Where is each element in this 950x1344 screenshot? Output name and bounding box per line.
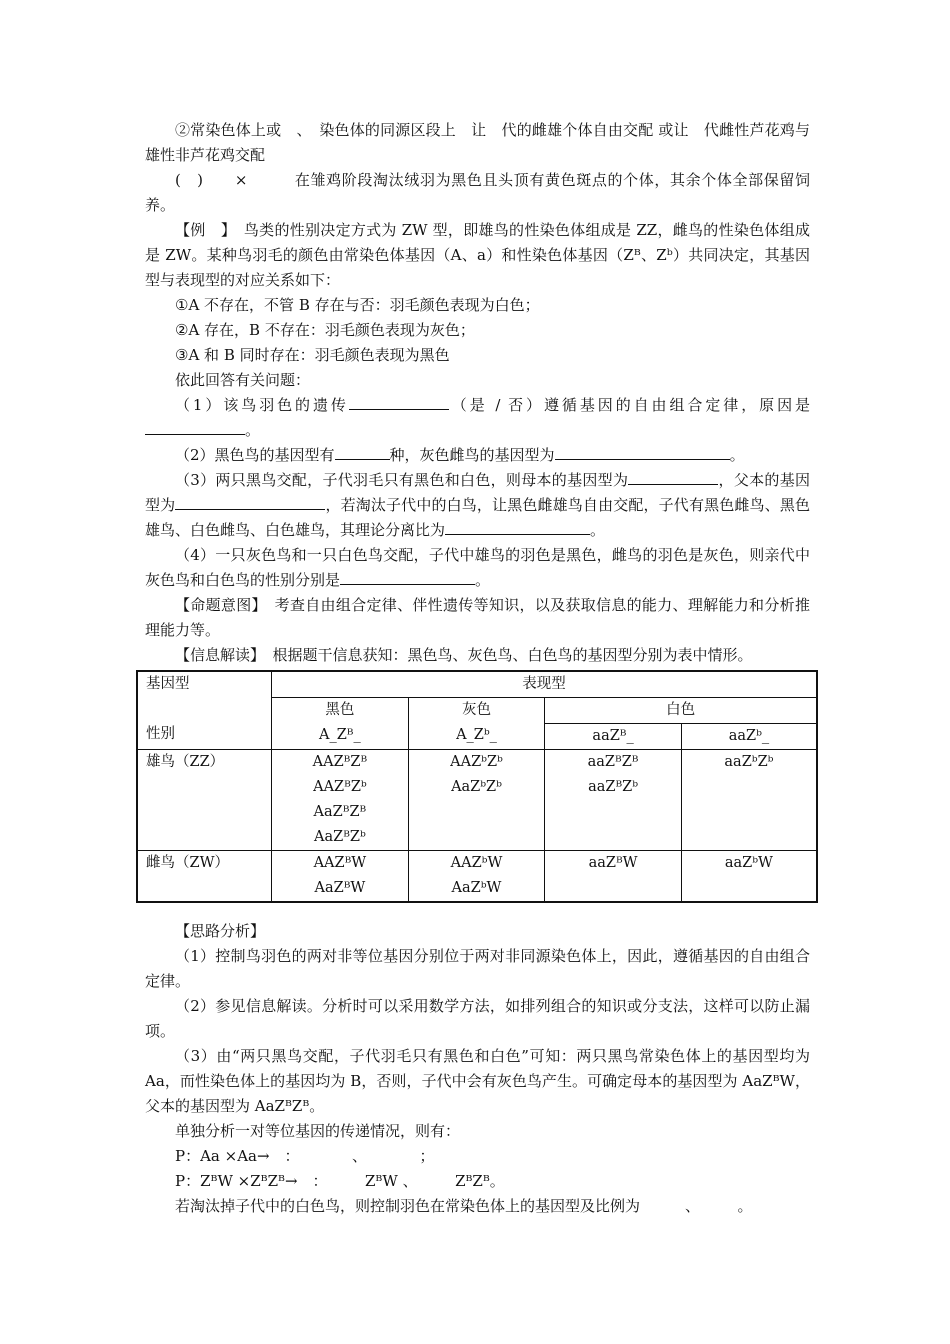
- table-cell-value: aaZᵇZᵇ: [724, 754, 774, 770]
- q2-text-a: （2）黑色鸟的基因型有: [175, 446, 335, 464]
- header-genotype-sex: [137, 671, 272, 750]
- header-phenotype: 表现型: [272, 671, 817, 698]
- row-male: 雄鸟（ZZ）: [137, 750, 272, 851]
- example-label: 【例 】: [175, 221, 229, 239]
- question-1: [145, 393, 810, 443]
- analysis-6: P：ZᴮW ×ZᴮZᴮ→ ： ZᴮW 、 ZᴮZᴮ。: [175, 1172, 505, 1190]
- col-black: [272, 698, 409, 750]
- q4-end: 。: [475, 571, 491, 589]
- q2-end: 。: [729, 446, 745, 464]
- q3-text-c: ，若淘汰子代中的白鸟，让黑色雌雄鸟自由交配，子代有黑色雌鸟、黑色雄鸟、白色雌鸟、白色雄鸟，其理论分离比为: [145, 496, 810, 539]
- info-label: 【信息解读】: [175, 646, 258, 664]
- table-cell-value: aaZᴮZᵇ: [588, 779, 639, 795]
- male-black-cell: [272, 750, 409, 851]
- col-white-b: aaZᴮ_: [545, 724, 682, 750]
- analysis-3: （3）由“两只黑鸟交配，子代羽毛只有黑色和白色”可知：两只黑鸟常染色体上的基因型均为 Aa，而性染色体上的基因均为 B，否则，子代中会有灰色鸟产生。可确定母本的基因型为 AaZᴮW，父本的基因型为 AaZᴮZᴮ。: [145, 1047, 810, 1115]
- female-black-cell: [272, 851, 409, 903]
- genotype-table: [136, 670, 818, 903]
- rule-1: ①A 不存在，不管 B 存在与否：羽毛颜色表现为白色；: [175, 296, 540, 314]
- col-gray: [408, 698, 545, 750]
- answer-blank[interactable]: [445, 518, 590, 535]
- table-cell-value: AaZᵇZᵇ: [451, 779, 502, 795]
- analysis-7: 若淘汰掉子代中的白色鸟，则控制羽色在常染色体上的基因型及比例为 、 。: [175, 1197, 753, 1215]
- question-prompt: 依此回答有关问题：: [175, 371, 311, 389]
- analysis-4: 单独分析一对等位基因的传递情况，则有：: [175, 1122, 461, 1140]
- col-white: 白色: [545, 698, 817, 724]
- answer-blank[interactable]: [340, 568, 475, 585]
- q3-text-a: （3）两只黑鸟交配，子代羽毛只有黑色和白色，则母本的基因型为: [175, 471, 629, 489]
- analysis-5: P：Aa ×Aa→ ： 、 ；: [175, 1147, 435, 1165]
- table-cell-value: AaZᵇW: [451, 880, 502, 896]
- male-gray-cell: [408, 750, 545, 851]
- q1-text-b: （是 / 否）遵循基因的自由组合定律，原因是: [448, 396, 811, 414]
- table-cell-value: AAZᵇZᵇ: [450, 754, 503, 770]
- answer-blank[interactable]: [175, 493, 325, 510]
- info-paragraph: [145, 643, 810, 668]
- question-2: [145, 443, 810, 468]
- intent-label: 【命题意图】: [175, 596, 260, 614]
- q4-text-a: （4）一只灰色鸟和一只白色鸟交配，子代中雄鸟的羽色是黑色，雌鸟的羽色是灰色，则亲代中灰色鸟和白色鸟的性别分别是: [145, 546, 810, 589]
- table-cell-value: AAZᴮW: [313, 855, 367, 871]
- col-gray-genotype: A_Zᵇ_: [456, 727, 497, 743]
- q2-text-b: 种，灰色雌鸟的基因型为: [389, 446, 555, 464]
- answer-blank[interactable]: [628, 468, 718, 485]
- example-text: 鸟类的性别决定方式为 ZW 型，即雄鸟的性染色体组成是 ZZ，雌鸟的性染色体组成是 ZW。某种鸟羽毛的颜色由常染色体基因（A、a）和性染色体基因（Zᴮ、Zᵇ）共同决定，其基因型与表现型的对应关系如下：: [145, 221, 810, 289]
- col-black-label: 黑色: [325, 702, 355, 718]
- question-3: [145, 468, 810, 543]
- q3-end: 。: [590, 521, 606, 539]
- table-cell-value: AAZᴮZᵇ: [313, 779, 367, 795]
- table-cell-value: AaZᴮW: [314, 880, 366, 896]
- male-white2-cell: [681, 750, 817, 851]
- answer-blank[interactable]: [349, 393, 449, 410]
- female-gray-cell: [408, 851, 545, 903]
- document-page: [145, 118, 810, 1219]
- female-white2-cell: [681, 851, 817, 903]
- intent-paragraph: [145, 593, 810, 643]
- header-sex: 性别: [146, 726, 175, 742]
- example-paragraph: [145, 218, 810, 293]
- intro-paragraph-1: ②常染色体上或 、 染色体的同源区段上 让 代的雌雄个体自由交配 或让 代雌性芦花鸡与雄性非芦花鸡交配: [145, 121, 810, 164]
- q1-end: 。: [245, 421, 261, 439]
- intent-text: 考查自由组合定律、伴性遗传等知识，以及获取信息的能力、理解能力和分析推理能力等。: [145, 596, 810, 639]
- question-4: [145, 543, 810, 593]
- col-white-bb: aaZᵇ_: [681, 724, 817, 750]
- answer-blank[interactable]: [145, 418, 245, 435]
- table-cell-value: AAZᴮZᴮ: [312, 754, 368, 770]
- female-white1-cell: [545, 851, 682, 903]
- table-cell-value: aaZᴮZᴮ: [587, 754, 639, 770]
- intro-paragraph-2: ( ) × 在雏鸡阶段淘汰绒羽为黑色且头顶有黄色斑点的个体，其余个体全部保留饲养。: [145, 171, 810, 214]
- answer-blank[interactable]: [335, 443, 390, 460]
- analysis-1: （1）控制鸟羽色的两对非等位基因分别位于两对非同源染色体上，因此，遵循基因的自由组合定律。: [145, 947, 810, 990]
- info-text: 根据题干信息获知：黑色鸟、灰色鸟、白色鸟的基因型分别为表中情形。: [272, 646, 753, 664]
- table-cell-value: AaZᴮZᵇ: [314, 829, 366, 845]
- table-cell-value: AaZᴮZᴮ: [313, 804, 367, 820]
- col-black-genotype: A_Zᴮ_: [319, 727, 361, 743]
- analysis-label: 【思路分析】: [175, 922, 266, 940]
- rule-2: ②A 存在，B 不存在：羽毛颜色表现为灰色；: [175, 321, 475, 339]
- rule-3: ③A 和 B 同时存在：羽毛颜色表现为黑色: [175, 346, 450, 364]
- row-female: 雌鸟（ZW）: [137, 851, 272, 903]
- table-cell-value: AAZᵇW: [450, 855, 503, 871]
- q1-text-a: （1）该鸟羽色的遗传: [175, 396, 349, 414]
- table-cell-value: aaZᴮW: [588, 855, 638, 871]
- male-white1-cell: [545, 750, 682, 851]
- col-gray-label: 灰色: [462, 702, 491, 718]
- table-cell-value: aaZᵇW: [724, 855, 773, 871]
- analysis-2: （2）参见信息解读。分析时可以采用数学方法，如排列组合的知识或分支法，这样可以防止漏项。: [145, 997, 810, 1040]
- q3-text-b: ，父本的基因型为: [145, 471, 810, 514]
- answer-blank[interactable]: [555, 443, 730, 460]
- header-genotype: 基因型: [146, 676, 190, 692]
